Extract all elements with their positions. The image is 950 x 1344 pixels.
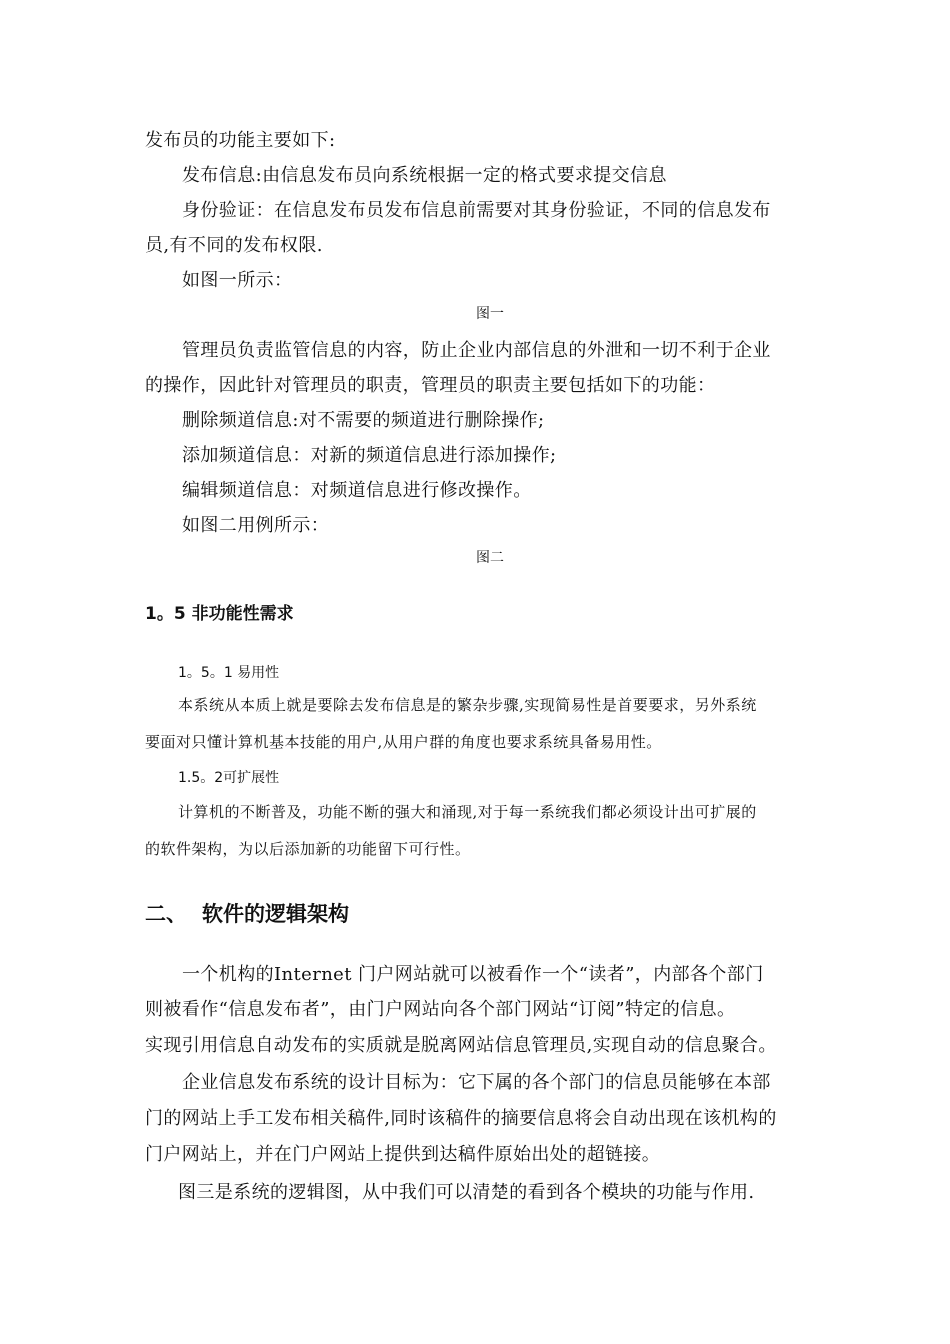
- paragraph: 编辑频道信息：对频道信息进行修改操作。: [182, 480, 532, 501]
- paragraph: 门户网站上，并在门户网站上提供到达稿件原始出处的超链接。: [145, 1144, 661, 1165]
- paragraph: 发布信息:由信息发布员向系统根据一定的格式要求提交信息: [182, 165, 667, 186]
- paragraph: 添加频道信息：对新的频道信息进行添加操作;: [182, 445, 557, 466]
- chapter-number: 二、: [145, 902, 187, 926]
- figure-caption: 图一: [476, 306, 504, 322]
- paragraph: 的软件架构，为以后添加新的功能留下可行性。: [145, 840, 471, 858]
- chapter-title: 软件的逻辑架构: [202, 902, 349, 926]
- paragraph: 实现引用信息自动发布的实质就是脱离网站信息管理员,实现自动的信息聚合。: [145, 1035, 777, 1056]
- paragraph: 要面对只懂计算机基本技能的用户,从用户群的角度也要求系统具备易用性。: [145, 733, 662, 751]
- paragraph: 一个机构的Internet 门户网站就可以被看作一个“读者”，内部各个部门: [182, 964, 764, 985]
- paragraph: 计算机的不断普及，功能不断的强大和涌现,对于每一系统我们都必须设计出可扩展的: [178, 803, 757, 821]
- paragraph: 如图二用例所示：: [182, 515, 330, 536]
- subsection-heading: 1.5。2可扩展性: [178, 770, 280, 786]
- paragraph: 图三是系统的逻辑图，从中我们可以清楚的看到各个模块的功能与作用.: [178, 1182, 755, 1203]
- section-heading: 1。5 非功能性需求: [145, 604, 294, 624]
- paragraph: 门的网站上手工发布相关稿件,同时该稿件的摘要信息将会自动出现在该机构的: [145, 1108, 777, 1129]
- paragraph: 则被看作“信息发布者”，由门户网站向各个部门网站“订阅”特定的信息。: [145, 999, 736, 1020]
- paragraph: 本系统从本质上就是要除去发布信息是的繁杂步骤,实现简易性是首要要求，另外系统: [178, 696, 757, 714]
- figure-caption: 图二: [476, 550, 504, 566]
- paragraph: 发布员的功能主要如下:: [145, 130, 336, 151]
- paragraph: 删除频道信息:对不需要的频道进行删除操作;: [182, 410, 545, 431]
- paragraph: 如图一所示：: [182, 270, 293, 291]
- paragraph: 的操作，因此针对管理员的职责，管理员的职责主要包括如下的功能：: [145, 375, 716, 396]
- paragraph: 企业信息发布系统的设计目标为：它下属的各个部门的信息员能够在本部: [182, 1072, 771, 1093]
- paragraph: 身份验证：在信息发布员发布信息前需要对其身份验证，不同的信息发布: [182, 200, 771, 221]
- paragraph: 管理员负责监管信息的内容，防止企业内部信息的外泄和一切不利于企业: [182, 340, 771, 361]
- subsection-heading: 1。5。1 易用性: [178, 665, 280, 681]
- paragraph: 员,有不同的发布权限.: [145, 235, 323, 256]
